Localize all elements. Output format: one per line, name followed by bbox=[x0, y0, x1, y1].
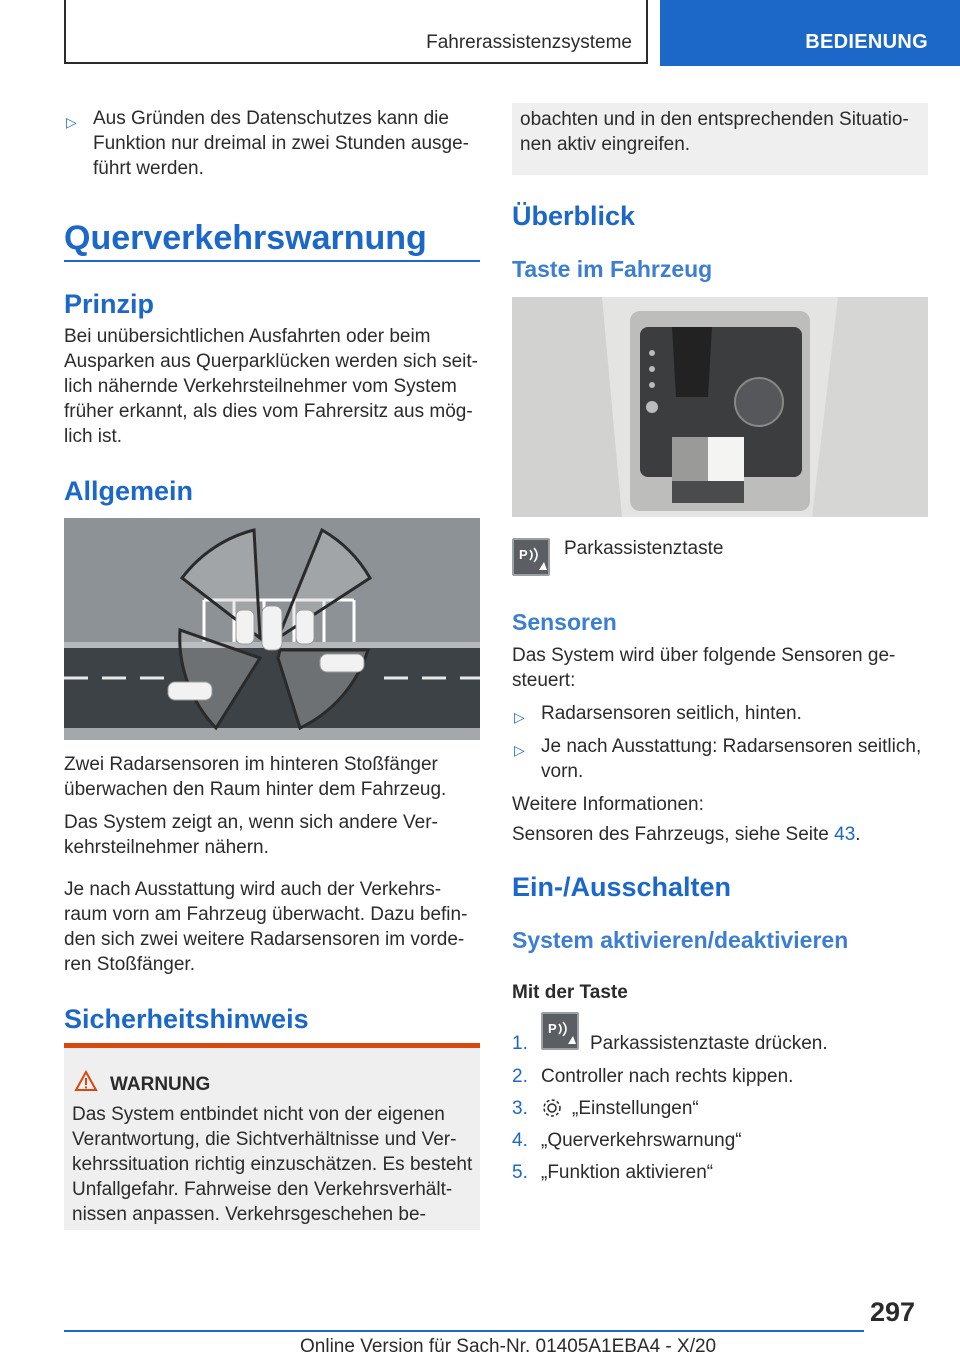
icon-caption: Parkassistenztaste bbox=[564, 538, 724, 559]
text-line: Je nach Ausstattung wird auch der Verkehrs- bbox=[64, 879, 442, 900]
sensoren-text bbox=[512, 643, 895, 693]
step-text: Controller nach rechts kippen. bbox=[541, 1066, 794, 1087]
step-text: „Funktion aktivieren“ bbox=[541, 1162, 714, 1183]
heading-prinzip: Prinzip bbox=[64, 289, 155, 319]
warning-text bbox=[72, 1102, 472, 1227]
step-number: 2. bbox=[512, 1066, 528, 1087]
footer-rule bbox=[64, 1330, 864, 1332]
heading-taste-im-fahrzeug: Taste im Fahrzeug bbox=[512, 256, 713, 282]
warning-box bbox=[64, 1048, 480, 1230]
privacy-bullet-text bbox=[93, 106, 469, 181]
text-line: Bei unübersichtlichen Ausfahrten oder beim bbox=[64, 326, 431, 347]
step-text: „Einstellungen“ bbox=[572, 1098, 699, 1119]
text-line: Das System zeigt an, wenn sich andere Ver- bbox=[64, 812, 438, 833]
page-title: Querverkehrswarnung bbox=[64, 219, 427, 257]
svg-text:P: P bbox=[519, 547, 528, 562]
header-section-tab bbox=[660, 0, 960, 66]
text-line: den sich zwei weitere Radarsensoren im vorde- bbox=[64, 929, 465, 950]
sensor-reference bbox=[512, 822, 861, 847]
text-line: Ausparken aus Querparklücken werden sich seit- bbox=[64, 351, 478, 372]
page-link[interactable]: 43 bbox=[834, 824, 856, 845]
reference-text: Sensoren des Fahrzeugs, siehe Seite bbox=[512, 824, 835, 845]
bullet-triangle-icon: ▷ bbox=[514, 709, 525, 725]
cross-traffic-illustration bbox=[64, 518, 480, 740]
heading-ueberblick: Überblick bbox=[512, 201, 636, 231]
text-line: früher erkannt, als dies vom Fahrersitz aus mög- bbox=[64, 401, 473, 422]
heading-allgemein: Allgemein bbox=[64, 476, 194, 506]
reference-end: . bbox=[855, 824, 861, 845]
text-line: ren Stoßfänger. bbox=[64, 954, 195, 975]
text-line: nissen anpassen. Verkehrsgeschehen be- bbox=[72, 1204, 426, 1225]
text-line: Zwei Radarsensoren im hinteren Stoßfänger bbox=[64, 754, 438, 775]
text-line: führt werden. bbox=[93, 158, 204, 179]
step-number: 4. bbox=[512, 1130, 528, 1151]
step-text: „Querverkehrswarnung“ bbox=[541, 1130, 742, 1151]
warning-triangle-icon bbox=[74, 1070, 98, 1092]
warning-label: WARNUNG bbox=[110, 1074, 211, 1095]
bullet-triangle-icon: ▷ bbox=[66, 114, 77, 130]
text-line: Verantwortung, die Sichtverhältnisse und Ver- bbox=[72, 1129, 457, 1150]
text-line: steuert: bbox=[512, 670, 576, 691]
allgemein-text-2 bbox=[64, 810, 438, 860]
center-console-photo bbox=[512, 297, 928, 517]
text-line: überwachen den Raum hinter dem Fahrzeug. bbox=[64, 779, 447, 800]
step-number: 5. bbox=[512, 1162, 528, 1183]
prinzip-text bbox=[64, 324, 478, 449]
heading-system-aktivieren: System aktivieren/deaktivieren bbox=[512, 927, 849, 953]
text-line: obachten und in den entsprechenden Situatio- bbox=[520, 109, 909, 130]
heading-sensoren: Sensoren bbox=[512, 609, 617, 635]
text-line: kehrssituation richtig einzuschätzen. Es besteht bbox=[72, 1154, 473, 1175]
sensor-item-1: Radarsensoren seitlich, hinten. bbox=[541, 703, 802, 724]
step-number: 3. bbox=[512, 1098, 528, 1119]
text-line: kehrsteilnehmer nähern. bbox=[64, 837, 269, 858]
footer-online-version: Online Version für Sach-Nr. 01405A1EBA4 - X/20 bbox=[300, 1336, 717, 1357]
heading-sicherheitshinweis: Sicherheitshinweis bbox=[64, 1004, 309, 1034]
text-line: lich ist. bbox=[64, 426, 123, 447]
mit-der-taste: Mit der Taste bbox=[512, 982, 628, 1003]
text-line: lich nähernde Verkehrsteilnehmer vom System bbox=[64, 376, 457, 397]
text-line: Funktion nur dreimal in zwei Stunden ausge- bbox=[93, 133, 469, 154]
text-line: Das System entbindet nicht von der eigenen bbox=[72, 1104, 445, 1125]
text-line: Unfallgefahr. Fahrweise den Verkehrsverhält- bbox=[72, 1179, 453, 1200]
bullet-triangle-icon: ▷ bbox=[514, 742, 525, 758]
park-assist-button-icon bbox=[512, 538, 550, 576]
allgemein-text-1 bbox=[64, 752, 446, 802]
header-section-label: BEDIENUNG bbox=[805, 31, 928, 53]
park-assist-button-icon bbox=[541, 1012, 579, 1050]
heading-ein-ausschalten: Ein-/Ausschalten bbox=[512, 872, 732, 902]
allgemein-text-3 bbox=[64, 877, 467, 977]
title-underline bbox=[64, 260, 480, 262]
text-line: Aus Gründen des Datenschutzes kann die bbox=[93, 108, 449, 129]
warning-continuation-box bbox=[512, 103, 928, 175]
header-chapter-box bbox=[64, 0, 648, 64]
text-line: raum vorn am Fahrzeug überwacht. Dazu befin- bbox=[64, 904, 468, 925]
page-number: 297 bbox=[870, 1297, 916, 1327]
header-chapter: Fahrerassistenzsysteme bbox=[426, 32, 632, 53]
text-line: Je nach Ausstattung: Radarsensoren seitlich, bbox=[541, 736, 922, 757]
gear-icon bbox=[541, 1097, 563, 1119]
text-line: vorn. bbox=[541, 761, 584, 782]
sensor-item-2 bbox=[541, 734, 921, 784]
text-line: Das System wird über folgende Sensoren ge- bbox=[512, 645, 896, 666]
text-line: nen aktiv eingreifen. bbox=[520, 134, 691, 155]
step-text: Parkassistenztaste drücken. bbox=[590, 1033, 828, 1054]
step-number: 1. bbox=[512, 1033, 528, 1054]
warning-continuation-text bbox=[520, 107, 909, 157]
svg-text:P: P bbox=[548, 1021, 557, 1036]
weitere-informationen: Weitere Informationen: bbox=[512, 794, 704, 815]
